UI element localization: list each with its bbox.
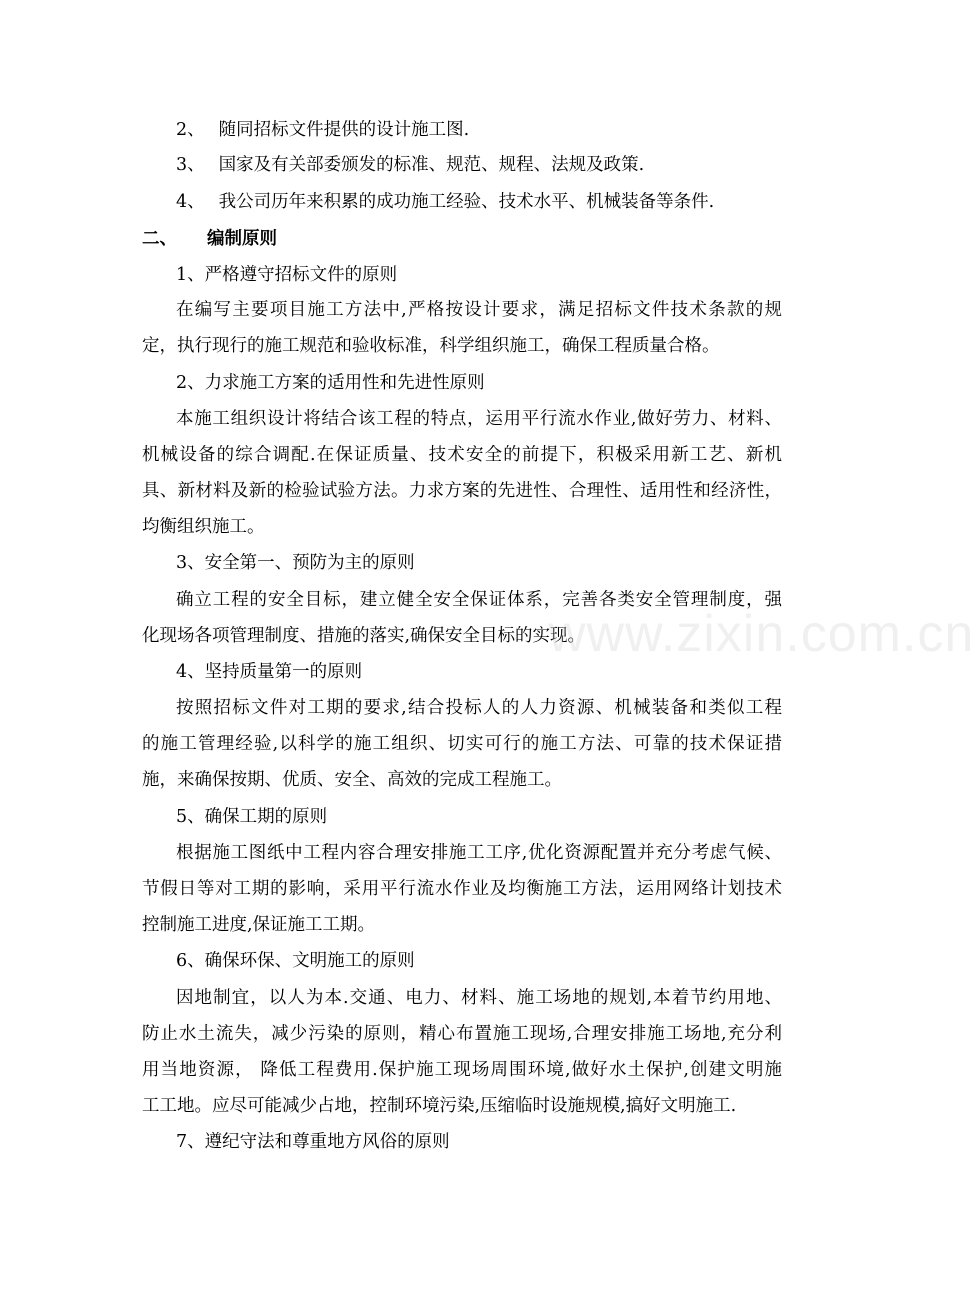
paragraph-line: 按照招标文件对工期的要求,结合投标人的人力资源、机械装备和类似工程 — [176, 698, 782, 718]
paragraph-line: 工工地。应尽可能减少占地，控制环境污染,压缩临时设施规模,搞好文明施工. — [142, 1096, 737, 1116]
paragraph-line: 机械设备的综合调配.在保证质量、技术安全的前提下，积极采用新工艺、新机 — [142, 445, 782, 465]
principle-heading: 1、严格遵守招标文件的原则 — [176, 265, 398, 285]
principle-heading: 5、确保工期的原则 — [176, 807, 328, 827]
paragraph-line: 确立工程的安全目标，建立健全安全保证体系，完善各类安全管理制度，强 — [176, 590, 782, 610]
paragraph-line: 均衡组织施工。 — [142, 517, 265, 537]
principle-heading: 3、安全第一、预防为主的原则 — [176, 553, 415, 573]
ref-text: 我公司历年来积累的成功施工经验、技术水平、机械装备等条件. — [218, 192, 715, 212]
principle-heading: 2、力求施工方案的适用性和先进性原则 — [176, 373, 485, 393]
paragraph-line: 定，执行现行的施工规范和验收标准，科学组织施工，确保工程质量合格。 — [142, 336, 720, 356]
section-title: 编制原则 — [207, 229, 277, 249]
section-number: 二、 — [142, 229, 177, 249]
paragraph-line: 根据施工图纸中工程内容合理安排施工工序,优化资源配置并充分考虑气候、 — [176, 843, 782, 863]
ref-number: 3、 — [176, 155, 205, 175]
ref-item-3 — [176, 152, 644, 178]
paragraph-line: 因地制宜，以人为本.交通、电力、材料、施工场地的规划,本着节约用地、 — [176, 988, 782, 1008]
section-heading — [142, 226, 277, 252]
paragraph-line: 控制施工进度,保证施工工期。 — [142, 915, 376, 935]
principle-heading: 6、确保环保、文明施工的原则 — [176, 951, 415, 971]
paragraph-line: 的施工管理经验,以科学的施工组织、切实可行的施工方法、可靠的技术保证措 — [142, 734, 782, 754]
ref-text: 国家及有关部委颁发的标准、规范、规程、法规及政策. — [218, 155, 645, 175]
ref-number: 4、 — [176, 192, 205, 212]
paragraph-line: 具、新材料及新的检验试验方法。力求方案的先进性、合理性、适用性和经济性， — [142, 481, 782, 501]
paragraph-line: 本施工组织设计将结合该工程的特点，运用平行流水作业,做好劳力、材料、 — [176, 409, 782, 429]
paragraph-line: 施，来确保按期、优质、安全、高效的完成工程施工。 — [142, 770, 562, 790]
principle-heading: 4、坚持质量第一的原则 — [176, 662, 363, 682]
watermark: www.zixin.com.cn — [548, 605, 974, 663]
paragraph-line: 化现场各项管理制度、措施的落实,确保安全目标的实现。 — [142, 626, 586, 646]
paragraph-line: 在编写主要项目施工方法中,严格按设计要求，满足招标文件技术条款的规 — [176, 300, 782, 320]
ref-number: 2、 — [176, 120, 205, 140]
ref-text: 随同招标文件提供的设计施工图. — [218, 120, 470, 140]
paragraph-line: 用当地资源， 降低工程费用.保护施工现场周围环境,做好水土保护,创建文明施 — [142, 1060, 782, 1080]
paragraph-line: 防止水土流失，减少污染的原则，精心布置施工现场,合理安排施工场地,充分利 — [142, 1024, 782, 1044]
ref-item-4 — [176, 189, 714, 215]
ref-item-2 — [176, 117, 469, 143]
paragraph-line: 节假日等对工期的影响，采用平行流水作业及均衡施工方法，运用网络计划技术 — [142, 879, 782, 899]
principle-heading: 7、遵纪守法和尊重地方风俗的原则 — [176, 1132, 450, 1152]
